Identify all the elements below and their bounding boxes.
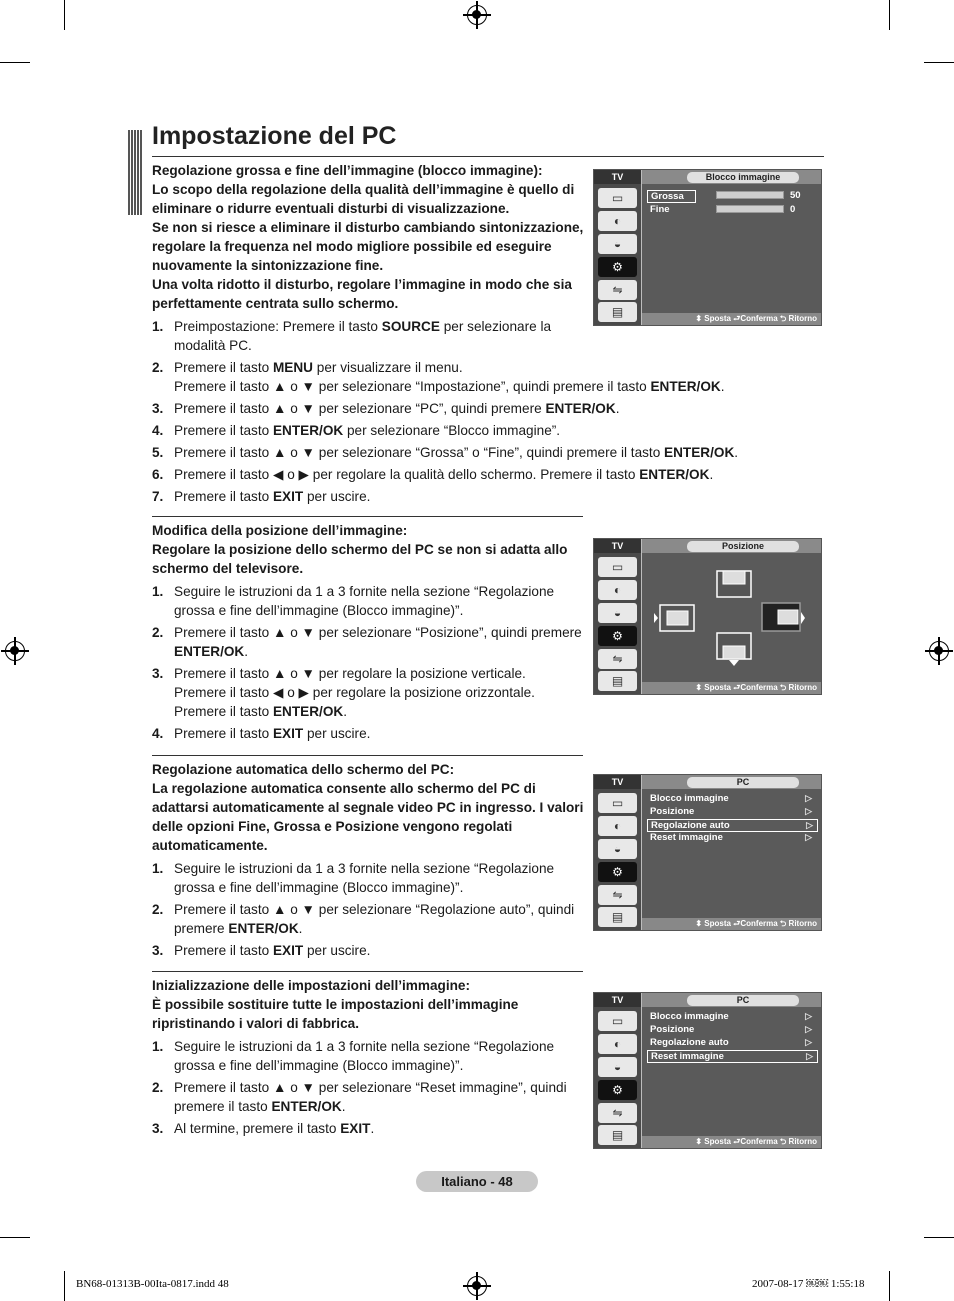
step-item: 1. Seguire le istruzioni da 1 a 3 fornite nella sezione “Regolazione grossa e fine dell’immagine (Blocco immagine)”. (152, 1039, 555, 1073)
setup-icon: ⚙ (598, 862, 637, 882)
title-rule (152, 156, 824, 157)
application-icon: ▤ (598, 302, 637, 322)
section-auto-adjust (152, 760, 584, 963)
step-number: 1. (152, 584, 164, 599)
osd-screen-pc-reset: TV ▭ ◐ ◒ ⚙ ⇋ ▤ PC ⬍ Sposta ⮐Conferma ⮌ Ritorno Blocco immagine ▷ Posizione ▷ Regolazione auto ▷ Reset immagine ▷ (593, 992, 822, 1149)
page-title: Impostazione del PC (152, 122, 397, 150)
step-number: 2. (152, 360, 164, 375)
osd-item-fine: Fine (650, 204, 670, 215)
osd-menu-item: Reset immagine ▷ (647, 1050, 818, 1063)
step-item: 7. Premere il tasto EXIT per uscire. (152, 489, 371, 504)
arrow-right-icon: ▷ (805, 1024, 812, 1034)
position-diagram-icon (652, 563, 822, 673)
step-number: 2. (152, 1080, 164, 1095)
step-number: 3. (152, 666, 164, 681)
step-item: 1. Seguire le istruzioni da 1 a 3 fornite nella sezione “Regolazione grossa e fine dell’immagine (Blocco immagine)”. (152, 584, 555, 618)
osd-screen-pc-auto: TV ▭ ◐ ◒ ⚙ ⇋ ▤ PC ⬍ Sposta ⮐Conferma ⮌ Ritorno Blocco immagine ▷ Posizione ▷ Regolazione auto ▷ Reset immagine ▷ (593, 774, 822, 931)
step-number: 2. (152, 902, 164, 917)
input-icon: ⇋ (598, 885, 637, 905)
print-timestamp: 2007-08-17 ￼￼ 1:55:18 (752, 1278, 865, 1290)
step-item: 4. Premere il tasto ENTER/OK per selezionare “Blocco immagine”. (152, 423, 561, 438)
page-number: Italiano - 48 (416, 1171, 538, 1192)
step-item: 3. Premere il tasto EXIT per uscire. (152, 943, 371, 958)
step-item: 2. Premere il tasto ▲ o ▼ per selezionare “Reset immagine”, quindi premere il tasto ENTER/OK. (152, 1080, 567, 1114)
osd-menu-item: Blocco immagine ▷ (650, 793, 812, 804)
sound-icon: ◐ (598, 1034, 637, 1054)
section-heading: Regolazione grossa e fine dell’immagine (blocco immagine): (152, 163, 543, 178)
sound-icon: ◐ (598, 580, 637, 600)
print-filename: BN68-01313B-00Ita-0817.indd 48 (76, 1278, 229, 1290)
section-heading: Inizializzazione delle impostazioni dell’immagine: (152, 978, 470, 993)
arrow-right-icon: ▷ (806, 820, 813, 830)
channel-icon: ◒ (598, 839, 637, 859)
osd-item-grossa: Grossa (647, 190, 696, 203)
osd-screen-blocco-immagine: TV ▭ ◐ ◒ ⚙ ⇋ ▤ Blocco immagine Grossa 50 Fine 0 ⬍ Sposta ⮐Conferma ⮌ Ritorno (593, 169, 822, 326)
input-icon: ⇋ (598, 649, 637, 669)
osd-menu-item: Regolazione auto ▷ (650, 1037, 812, 1048)
step-item: 2. Premere il tasto MENU per visualizzare il menu. Premere il tasto ▲ o ▼ per selezionare “Impostazione”, quindi premere il tasto ENTER/OK. (152, 360, 725, 394)
sound-icon: ◐ (598, 816, 637, 836)
osd-menu-item: Posizione ▷ (650, 1024, 812, 1035)
step-number: 5. (152, 445, 164, 460)
arrow-right-icon: ▷ (805, 1011, 812, 1021)
step-number: 4. (152, 726, 164, 741)
step-item: 6. Premere il tasto ◀ o ▶ per regolare la qualità dello schermo. Premere il tasto ENTER/OK. (152, 467, 714, 482)
channel-icon: ◒ (598, 1057, 637, 1077)
section-intro: La regolazione automatica consente allo schermo del PC di adattarsi automaticamente al segnale video PC in ingresso. I valori delle opzioni Fine, Grossa e Posizione vengono regolati automaticamente. (152, 781, 584, 853)
step-item: 3. Premere il tasto ▲ o ▼ per regolare la posizione verticale. Premere il tasto ◀ o ▶ per regolare la posizione orizzontale. Premere il tasto ENTER/OK. (152, 666, 535, 719)
osd-menu-item: Reset immagine ▷ (650, 832, 812, 843)
setup-icon: ⚙ (598, 257, 637, 277)
osd-screen-posizione: TV ▭ ◐ ◒ ⚙ ⇋ ▤ Posizione ⬍ Sposta ⮐Conferma ⮌ Ritorno (593, 538, 822, 695)
arrow-right-icon: ▷ (805, 793, 812, 803)
section-intro: Lo scopo della regolazione della qualità dell’immagine è quello di eliminare o ridurre eventuali disturbi di visualizzazione. (152, 182, 575, 216)
input-icon: ⇋ (598, 1103, 637, 1123)
osd-menu-item: Blocco immagine ▷ (650, 1011, 812, 1022)
picture-icon: ▭ (598, 793, 637, 813)
picture-icon: ▭ (598, 1011, 637, 1031)
section-heading: Modifica della posizione dell’immagine: (152, 523, 408, 538)
section-divider (152, 971, 583, 972)
section-intro: Se non si riesce a eliminare il disturbo cambiando sintonizzazione, regolare la frequenza nel modo migliore possibile ed eseguire nuovamente la sintonizzazione fine. (152, 220, 584, 273)
step-item: 2. Premere il tasto ▲ o ▼ per selezionare “Posizione”, quindi premere ENTER/OK. (152, 625, 582, 659)
arrow-right-icon: ▷ (805, 1037, 812, 1047)
step-item: 3. Premere il tasto ▲ o ▼ per selezionare “PC”, quindi premere ENTER/OK. (152, 401, 620, 416)
title-decoration (128, 130, 143, 215)
step-number: 4. (152, 423, 164, 438)
section-intro: Regolare la posizione dello schermo del PC se non si adatta allo schermo del televisore. (152, 542, 568, 576)
setup-icon: ⚙ (598, 626, 637, 646)
arrow-right-icon: ▷ (805, 806, 812, 816)
section-intro: È possibile sostituire tutte le impostazioni dell’immagine ripristinando i valori di fabbrica. (152, 997, 519, 1031)
section-divider (152, 516, 583, 517)
sound-icon: ◐ (598, 211, 637, 231)
step-item: 3. Al termine, premere il tasto EXIT. (152, 1121, 375, 1136)
setup-icon: ⚙ (598, 1080, 637, 1100)
section-divider (152, 755, 583, 756)
input-icon: ⇋ (598, 280, 637, 300)
arrow-right-icon: ▷ (805, 832, 812, 842)
step-item: 4. Premere il tasto EXIT per uscire. (152, 726, 371, 741)
section-heading: Regolazione automatica dello schermo del PC: (152, 762, 455, 777)
step-item: 5. Premere il tasto ▲ o ▼ per selezionare “Grossa” o “Fine”, quindi premere il tasto ENTER/OK. (152, 445, 739, 460)
picture-icon: ▭ (598, 557, 637, 577)
step-number: 3. (152, 1121, 164, 1136)
application-icon: ▤ (598, 671, 637, 691)
step-number: 1. (152, 319, 164, 334)
osd-menu-item: Posizione ▷ (650, 806, 812, 817)
section-position (152, 521, 584, 746)
application-icon: ▤ (598, 1125, 637, 1145)
step-number: 3. (152, 401, 164, 416)
arrow-right-icon: ▷ (806, 1051, 813, 1061)
osd-menu-item: Regolazione auto ▷ (647, 819, 818, 832)
section-reset (152, 976, 584, 1141)
step-number: 6. (152, 467, 164, 482)
step-item: 1. Seguire le istruzioni da 1 a 3 fornite nella sezione “Regolazione grossa e fine dell’immagine (Blocco immagine)”. (152, 861, 555, 895)
section-intro: Una volta ridotto il disturbo, regolare l’immagine in modo che sia perfettamente centrata sullo schermo. (152, 277, 572, 311)
channel-icon: ◒ (598, 603, 637, 623)
step-number: 1. (152, 1039, 164, 1054)
step-item: 1. Preimpostazione: Premere il tasto SOURCE per selezionare la modalità PC. (152, 319, 552, 353)
step-number: 3. (152, 943, 164, 958)
step-number: 2. (152, 625, 164, 640)
step-number: 1. (152, 861, 164, 876)
step-number: 7. (152, 489, 164, 504)
channel-icon: ◒ (598, 234, 637, 254)
step-item: 2. Premere il tasto ▲ o ▼ per selezionare “Regolazione auto”, quindi premere ENTER/OK. (152, 902, 575, 936)
application-icon: ▤ (598, 907, 637, 927)
picture-icon: ▭ (598, 188, 637, 208)
